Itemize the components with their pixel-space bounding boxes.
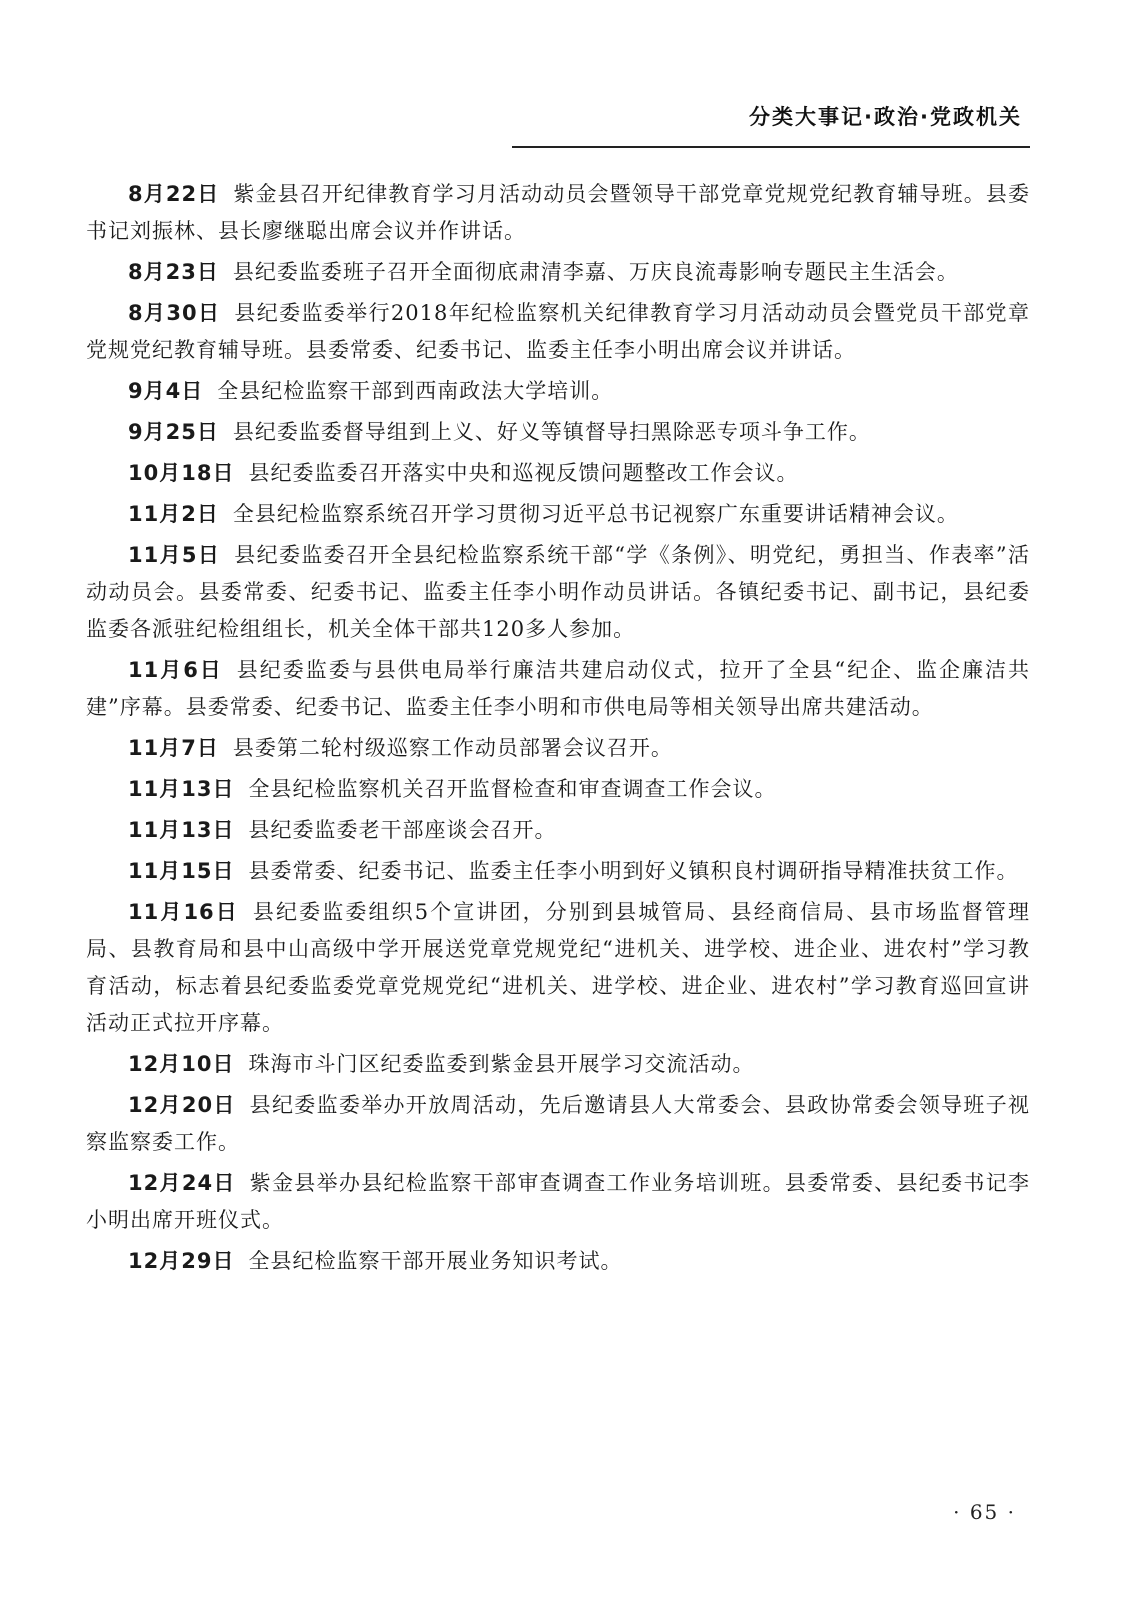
entry-date: 11月2日 [128,502,219,526]
chronicle-entry [86,1165,1030,1239]
entry-date: 8月22日 [128,182,220,206]
chronicle-entry [86,1046,1030,1083]
chronicle-entry [86,414,1030,451]
entry-date: 9月25日 [128,420,219,444]
entry-date: 11月7日 [128,736,219,760]
entry-text: 县纪委监委老干部座谈会召开。 [248,818,557,842]
entry-text: 县委第二轮村级巡察工作动员部署会议召开。 [232,736,673,760]
entry-date: 9月4日 [128,379,204,403]
entry-text: 全县纪检监察系统召开学习贯彻习近平总书记视察广东重要讲话精神会议。 [232,502,959,526]
running-header: 分类大事记·政治·党政机关 [749,105,1022,129]
chronicle-entry [86,853,1030,890]
entry-date: 11月13日 [128,818,235,842]
chronicle-entries [86,176,1030,1284]
entry-text: 县纪委监委召开全县纪检监察系统干部“学《条例》、明党纪，勇担当、作表率”活动动员会。县委常委、纪委书记、监委主任李小明作动员讲话。各镇纪委书记、副书记，县纪委监委各派驻纪检组组长，机关全体干部共120多人参加。 [86,543,1031,641]
entry-date: 12月10日 [128,1052,235,1076]
chronicle-entry [86,455,1030,492]
chronicle-entry [86,1243,1030,1280]
entry-date: 8月23日 [128,260,219,284]
entry-text: 全县纪检监察干部开展业务知识考试。 [248,1249,623,1273]
entry-text: 珠海市斗门区纪委监委到紫金县开展学习交流活动。 [248,1052,755,1076]
entry-date: 8月30日 [128,301,221,325]
chronicle-entry [86,652,1030,726]
entry-date: 12月29日 [128,1249,235,1273]
entry-text: 县纪委监委督导组到上义、好义等镇督导扫黑除恶专项斗争工作。 [232,420,871,444]
header-rule [512,146,1030,148]
entry-text: 全县纪检监察机关召开监督检查和审查调查工作会议。 [248,777,777,801]
chronicle-entry [86,373,1030,410]
entry-date: 12月24日 [128,1171,236,1195]
chronicle-entry [86,771,1030,808]
entry-date: 11月5日 [128,543,221,567]
entry-text: 县纪委监委与县供电局举行廉洁共建启动仪式，拉开了全县“纪企、监企廉洁共建”序幕。县委常委、纪委书记、监委主任李小明和市供电局等相关领导出席共建活动。 [86,658,1030,719]
chronicle-entry [86,295,1030,369]
entry-text: 县纪委监委举办开放周活动，先后邀请县人大常委会、县政协常委会领导班子视察监察委工作。 [86,1093,1031,1154]
entry-text: 县纪委监委组织5个宣讲团，分别到县城管局、县经商信局、县市场监督管理局、县教育局和县中山高级中学开展送党章党规党纪“进机关、进学校、进企业、进农村”学习教育活动，标志着县纪委监委党章党规党纪“进机关、进学校、进企业、进农村”学习教育巡回宣讲活动正式拉开序幕。 [86,900,1030,1035]
entry-text: 县纪委监委召开落实中央和巡视反馈问题整改工作会议。 [248,461,799,485]
entry-text: 县纪委监委班子召开全面彻底肃清李嘉、万庆良流毒影响专题民主生活会。 [232,260,959,284]
entry-text: 县委常委、纪委书记、监委主任李小明到好义镇积良村调研指导精准扶贫工作。 [248,859,1019,883]
entry-text: 全县纪检监察干部到西南政法大学培训。 [217,379,614,403]
entry-date: 11月13日 [128,777,235,801]
chronicle-entry [86,496,1030,533]
page-number: · 65 · [953,1500,1016,1524]
chronicle-entry [86,537,1030,648]
entry-date: 11月15日 [128,859,235,883]
chronicle-entry [86,1087,1030,1161]
chronicle-entry [86,730,1030,767]
entry-date: 11月6日 [128,658,223,682]
entry-text: 紫金县召开纪律教育学习月活动动员会暨领导干部党章党规党纪教育辅导班。县委书记刘振林、县长廖继聪出席会议并作讲话。 [86,182,1030,243]
entry-text: 县纪委监委举行2018年纪检监察机关纪律教育学习月活动动员会暨党员干部党章党规党纪教育辅导班。县委常委、纪委书记、监委主任李小明出席会议并讲话。 [86,301,1030,362]
chronicle-entry [86,812,1030,849]
chronicle-entry [86,894,1030,1042]
entry-date: 10月18日 [128,461,235,485]
entry-text: 紫金县举办县纪检监察干部审查调查工作业务培训班。县委常委、县纪委书记李小明出席开班仪式。 [86,1171,1031,1232]
entry-date: 11月16日 [128,900,239,924]
entry-date: 12月20日 [128,1093,236,1117]
chronicle-entry [86,176,1030,250]
chronicle-entry [86,254,1030,291]
